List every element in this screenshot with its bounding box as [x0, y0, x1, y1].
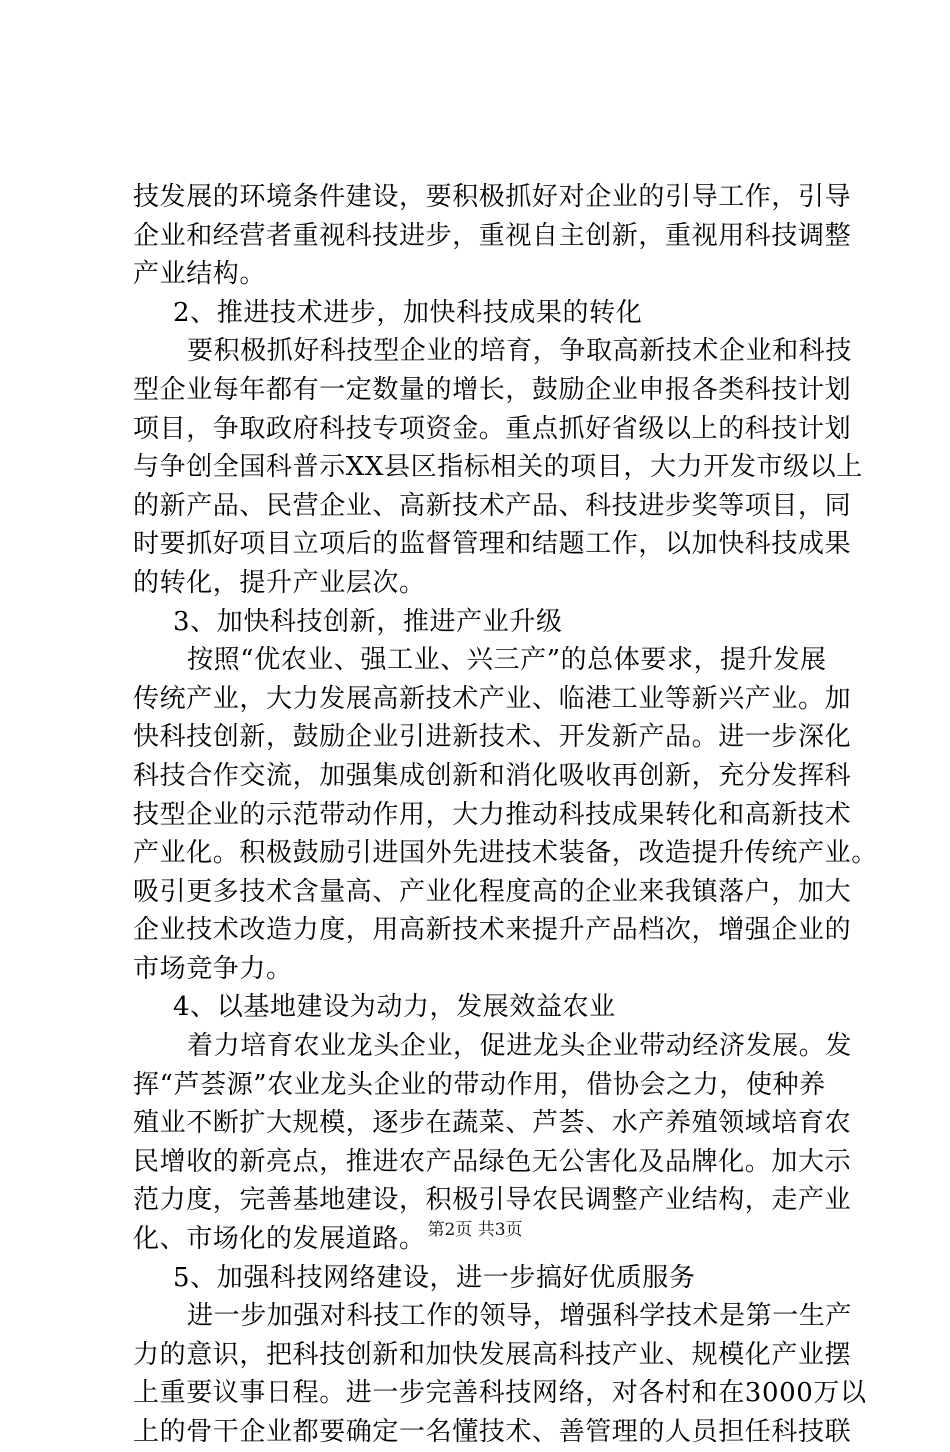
text-line: 与争创全国科普示XX县区指标相关的项目，大力开发市级以上 [133, 452, 863, 483]
text-line: 传统产业，大力发展高新技术产业、临港工业等新兴产业。加 [133, 683, 852, 714]
document-body [133, 178, 878, 1452]
text-line: 产业化。积极鼓励引进国外先进技术装备，改造提升传统产业。 [133, 838, 878, 869]
page-footer [0, 1218, 950, 1242]
text-line: 型企业每年都有一定数量的增长，鼓励企业申报各类科技计划 [133, 374, 852, 405]
text-line: 民增收的新亮点，推进农产品绿色无公害化及品牌化。加大示 [133, 1146, 852, 1177]
text-line: 进一步加强对科技工作的领导，增强科学技术是第一生产 [187, 1301, 853, 1332]
text-line: 殖业不断扩大规模，逐步在蔬菜、芦荟、水产养殖领域培育农 [133, 1108, 852, 1139]
text-line: 挥“芦荟源”农业龙头企业的带动作用，借协会之力，使种养 [133, 1069, 826, 1100]
text-line: 快科技创新，鼓励企业引进新技术、开发新产品。进一步深化 [133, 722, 852, 753]
text-line: 的转化，提升产业层次。 [133, 567, 426, 598]
section-heading: 3、加快科技创新，推进产业升级 [173, 606, 563, 637]
text-line: 力的意识，把科技创新和加快发展高科技产业、规模化产业摆 [133, 1339, 852, 1370]
section-heading: 5、加强科技网络建设，进一步搞好优质服务 [173, 1262, 696, 1293]
text-line: 市场竞争力。 [133, 953, 293, 984]
text-line: 化、市场化的发展道路。 [133, 1224, 426, 1255]
text-line: 上重要议事日程。进一步完善科技网络，对各村和在3000万以 [133, 1378, 867, 1409]
text-line: 吸引更多技术含量高、产业化程度高的企业来我镇落户，加大 [133, 876, 852, 907]
text-line: 技发展的环境条件建设，要积极抓好对企业的引导工作，引导 [133, 182, 852, 212]
section-heading: 2、推进技术进步，加快科技成果的转化 [173, 297, 643, 328]
text-line: 按照“优农业、强工业、兴三产”的总体要求，提升发展 [187, 645, 827, 676]
text-line: 产业结构。 [133, 259, 267, 290]
text-line: 要积极抓好科技型企业的培育，争取高新技术企业和科技 [187, 336, 853, 367]
text-line: 技型企业的示范带动作用，大力推动科技成果转化和高新技术 [133, 799, 852, 830]
page-number: 第2页 共3页 [427, 1220, 523, 1240]
section-heading: 4、以基地建设为动力，发展效益农业 [173, 992, 616, 1023]
text-line: 着力培育农业龙头企业，促进龙头企业带动经济发展。发 [187, 1031, 853, 1062]
text-line: 上的骨干企业都要确定一名懂技术、善管理的人员担任科技联 [133, 1417, 852, 1447]
text-line: 范力度，完善基地建设，积极引导农民调整产业结构，走产业 [133, 1185, 852, 1216]
text-line: 企业和经营者重视科技进步，重视自主创新，重视用科技调整 [133, 220, 852, 251]
text-line: 时要抓好项目立项后的监督管理和结题工作，以加快科技成果 [133, 529, 852, 560]
text-line: 企业技术改造力度，用高新技术来提升产品档次，增强企业的 [133, 915, 852, 946]
text-line: 科技合作交流，加强集成创新和消化吸收再创新，充分发挥科 [133, 760, 852, 791]
text-line: 项目，争取政府科技专项资金。重点抓好省级以上的科技计划 [133, 413, 852, 444]
text-line: 的新产品、民营企业、高新技术产品、科技进步奖等项目，同 [133, 490, 852, 521]
